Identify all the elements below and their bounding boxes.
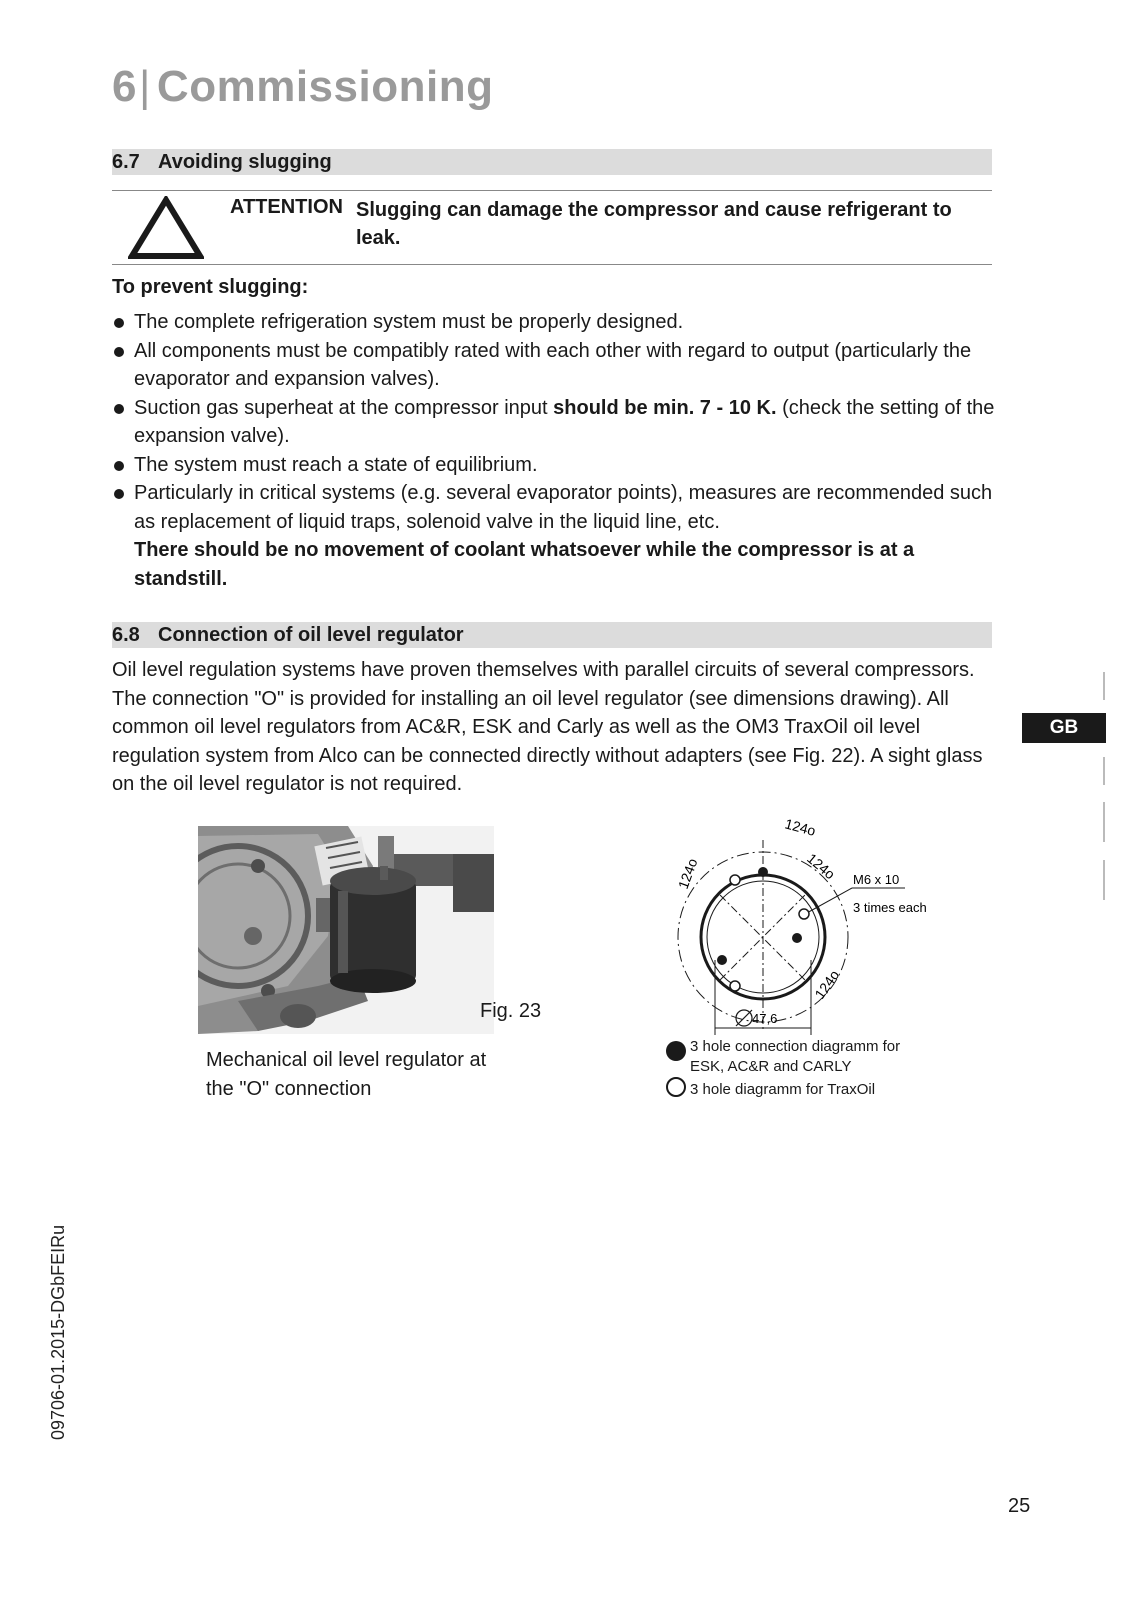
list-item-text: (check the setting of the expansion valve). — [134, 396, 995, 447]
page-number: 25 — [1008, 1495, 1031, 1517]
figure-label: Fig. 23 — [480, 1000, 542, 1022]
list-item — [112, 479, 1012, 593]
chapter-divider: | — [138, 62, 151, 111]
oil-regulator-photo — [198, 826, 494, 1034]
section-number: 6.7 — [112, 151, 140, 173]
open-hole — [730, 875, 740, 885]
attention-text: Slugging can damage the compressor and cause refrigerant to leak. — [356, 199, 952, 249]
section-title: Avoiding slugging — [158, 151, 332, 173]
side-tick — [1103, 860, 1105, 900]
language-tab: GB — [1022, 713, 1106, 743]
list-item-text: The system must reach a state of equilibrium. — [134, 453, 538, 476]
attention-label: ATTENTION — [230, 196, 343, 218]
side-tick — [1103, 672, 1105, 700]
open-hole — [730, 981, 740, 991]
list-item — [112, 308, 1012, 337]
chapter-heading — [112, 62, 493, 112]
filled-dot-icon — [666, 1041, 686, 1061]
list-item-text: The complete refrigeration system must be properly designed. — [134, 311, 684, 333]
prevention-list — [112, 308, 1012, 593]
angle-label: 124o — [811, 967, 843, 1002]
chapter-title: Commissioning — [156, 62, 494, 111]
figure-caption: Mechanical oil level regulator at the "O" connection — [206, 1049, 487, 1100]
warning-triangle-icon — [128, 196, 204, 260]
thread-note: 3 times each — [853, 900, 927, 915]
list-item-text: Particularly in critical systems (e.g. several evaporator points), measures are recommended such as replacement of liquid traps, solenoid valve in the liquid line, etc. — [134, 482, 993, 533]
prevent-slugging-subheading: To prevent slugging: — [112, 276, 309, 298]
filled-hole — [792, 933, 802, 943]
document-id: 09706-01.2015-DGbFEIRu — [48, 1224, 68, 1440]
legend-filled-label: 3 hole connection diagramm for ESK, AC&R and CARLY — [690, 1038, 901, 1075]
side-tick — [1103, 802, 1105, 842]
chapter-number: 6 — [112, 62, 137, 111]
side-tick — [1103, 757, 1105, 785]
list-item-text: All components must be compatibly rated with each other with regard to output (particularly the evaporator and expansion valves). — [134, 339, 972, 390]
thread-label: M6 x 10 — [853, 872, 900, 887]
filled-hole — [758, 867, 768, 877]
angle-label: 124o — [674, 856, 701, 892]
attention-bottom-rule — [112, 264, 992, 265]
list-item — [112, 337, 1012, 394]
open-hole — [799, 909, 809, 919]
attention-top-rule — [112, 190, 992, 191]
legend-open-label: 3 hole diagramm for TraxOil — [690, 1081, 876, 1098]
standstill-note: There should be no movement of coolant whatsoever while the compressor is at a standstill. — [134, 539, 915, 590]
section-6-7-heading — [112, 149, 332, 175]
list-item-text: Suction gas superheat at the compressor input — [134, 396, 548, 419]
section-number: 6.8 — [112, 624, 140, 646]
diameter-label: 47,6 — [752, 1011, 778, 1026]
superheat-value: should be min. 7 - 10 K. — [553, 396, 777, 419]
section-6-8-heading — [112, 622, 464, 648]
oil-regulator-paragraph: Oil level regulation systems have proven themselves with parallel circuits of several compressors. The connection "O" is provided for installing an oil level regulator (see dimensions drawing). All common oil level regulators from AC&R, ESK and Carly as well as the OM3 TraxOil oil level regulation system from Alco can be connected directly without adapters (see Fig. 22). A sight glass on the oil level regulator is not required. — [112, 659, 983, 795]
open-dot-icon — [667, 1078, 685, 1096]
legend-filled-text — [690, 1037, 930, 1077]
list-item — [112, 451, 1012, 480]
section-title: Connection of oil level regulator — [158, 624, 464, 646]
angle-label: 124o — [783, 815, 818, 839]
filled-hole — [717, 955, 727, 965]
angle-label: 124o — [804, 850, 839, 883]
list-item — [112, 394, 1012, 451]
legend-open-text — [690, 1080, 930, 1100]
